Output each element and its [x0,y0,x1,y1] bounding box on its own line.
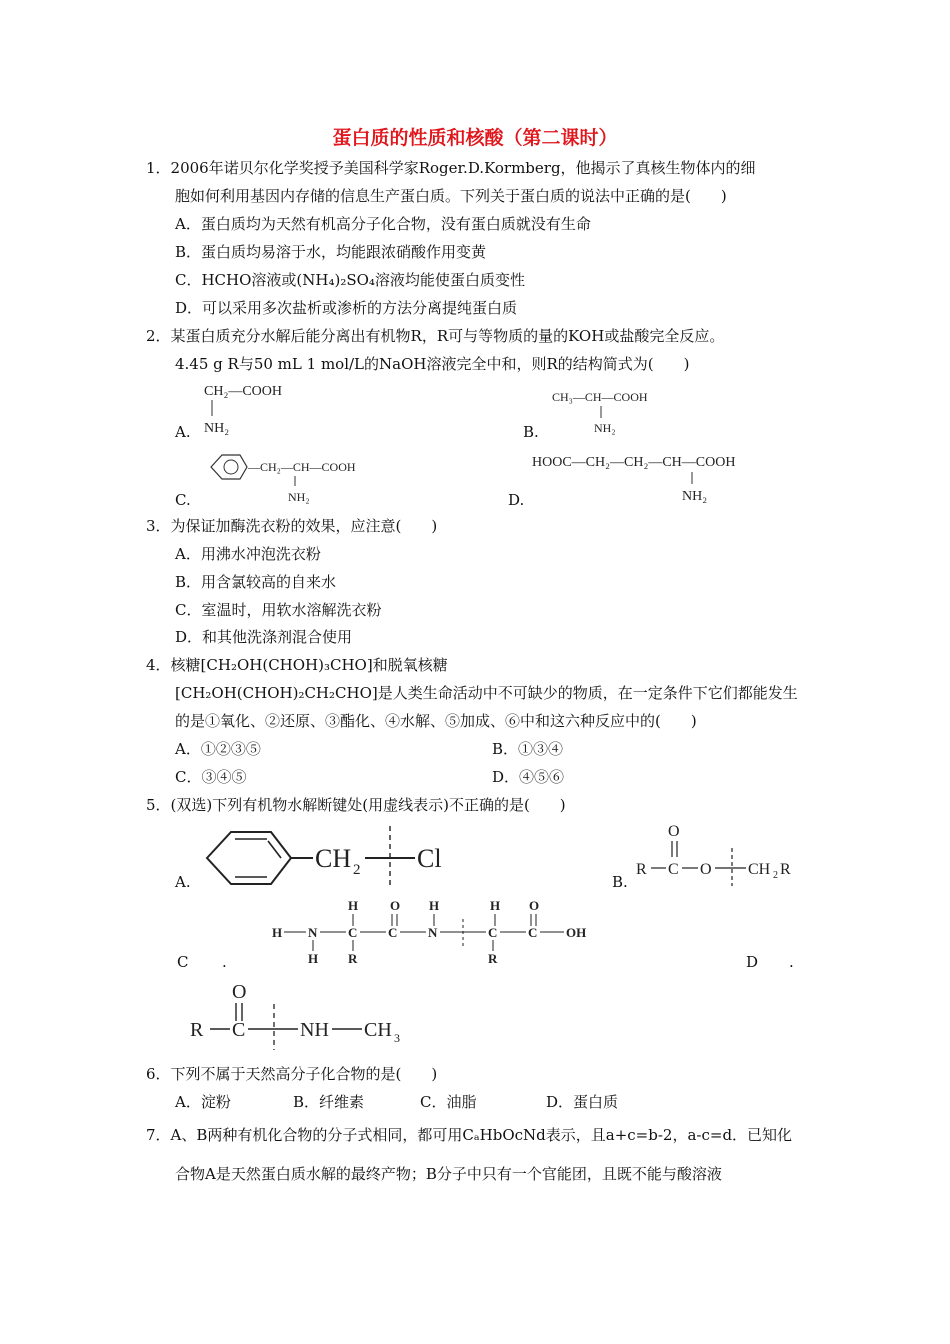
q1-option-c: C．HCHO溶液或(NH₄)₂SO₄溶液均能使蛋白质变性 [175,271,525,289]
svg-text:O: O [668,823,680,840]
benzene-ring-icon [207,832,291,884]
svg-text:NH₂: NH₂ [204,421,230,436]
q4-option-c: C．③④⑤ [175,768,247,786]
q4-stem-line1: 4．核糖[CH₂OH(CHOH)₃CHO]和脱氧核糖 [146,656,448,674]
q1-option-d: D．可以采用多次盐析或渗析的方法分离提纯蛋白质 [175,299,518,317]
q5-option-a-structure [205,822,455,894]
svg-text:Cl: Cl [417,844,442,873]
q6-option-c: C．油脂 [420,1093,477,1111]
svg-text:CH: CH [364,1019,392,1041]
q2-option-d-label: D. [508,491,525,509]
svg-text:O: O [390,898,401,913]
q5-option-d-dot: . [789,953,794,971]
svg-text:NH₂: NH₂ [594,421,616,435]
svg-text:2: 2 [353,862,361,878]
q5-option-d-structure [186,978,416,1050]
q1-option-a: A．蛋白质均为天然有机高分子化合物，没有蛋白质就没有生命 [175,215,591,233]
q4-stem-line2: [CH₂OH(CHOH)₂CH₂CHO]是人类生命活动中不可缺少的物质，在一定条件下它们都能发生 [175,684,798,702]
q6-option-b: B．纤维素 [293,1093,365,1111]
svg-text:C: C [348,925,358,940]
q2-option-b-structure [550,386,680,438]
q2-stem-line1: 2．某蛋白质充分水解后能分离出有机物R，R可与等物质的量的KOH或盐酸完全反应。 [146,327,725,345]
q2-stem-line2: 4.45 g R与50 mL 1 mol/L的NaOH溶液完全中和，则R的结构简式为( ) [175,355,690,373]
q2-option-c-label: C. [175,491,191,509]
svg-text:CH₃—CH—COOH: CH₃—CH—COOH [552,390,648,404]
q5-option-c-structure [268,895,608,970]
svg-text:O: O [529,898,540,913]
q3-stem: 3．为保证加酶洗衣粉的效果，应注意( ) [146,517,438,535]
svg-text:CH: CH [748,861,771,878]
q7-stem-line2: 合物A是天然蛋白质水解的最终产物；B分子中只有一个官能团，且既不能与酸溶液 [175,1165,722,1183]
q4-option-a: A．①②③⑤ [175,740,261,758]
q1-stem-line2: 胞如何利用基因内存储的信息生产蛋白质。下列关于蛋白质的说法中正确的是( ) [175,187,727,205]
svg-text:NH: NH [300,1019,329,1041]
q2-option-d-structure [530,448,770,506]
q2-option-a-structure [200,378,310,438]
svg-text:H: H [490,898,501,913]
svg-text:H: H [429,898,440,913]
svg-text:H: H [308,951,319,966]
svg-text:H: H [272,925,283,940]
q5-option-a-label: A. [175,873,191,891]
q5-stem: 5．(双选)下列有机物水解断键处(用虚线表示)不正确的是( ) [146,796,566,814]
q3-option-c: C．室温时，用软水溶解洗衣粉 [175,601,382,619]
svg-text:NH₂: NH₂ [682,489,708,504]
svg-text:N: N [428,925,438,940]
svg-text:2: 2 [773,870,778,881]
svg-text:O: O [232,981,247,1003]
q7-stem-line1: 7．A、B两种有机化合物的分子式相同，都可用CₐHbOcNd表示，且a+c=b-2，a-c=d．已知化 [146,1126,793,1144]
svg-text:C: C [388,925,398,940]
q6-stem: 6．下列不属于天然高分子化合物的是( ) [146,1065,438,1083]
svg-text:N: N [308,925,318,940]
q2-option-a-label: A. [175,423,191,441]
q6-option-d: D．蛋白质 [546,1093,619,1111]
q5-option-d-label: D [746,953,759,971]
svg-text:R: R [190,1019,204,1041]
q5-option-c-dot: . [222,953,227,971]
q5-option-c-label: C [177,953,189,971]
svg-text:NH₂: NH₂ [288,490,310,504]
page-title: 蛋白质的性质和核酸（第二课时） [332,127,618,149]
svg-text:CH: CH [315,844,352,873]
svg-text:OH: OH [566,925,587,940]
svg-text:C: C [528,925,538,940]
q6-option-a: A．淀粉 [175,1093,231,1111]
q3-option-a: A．用沸水冲泡洗衣粉 [175,545,321,563]
q4-option-b: B．①③④ [492,740,564,758]
q4-option-d: D．④⑤⑥ [492,768,565,786]
svg-text:C: C [232,1019,246,1041]
svg-text:HOOC—CH₂—CH₂—CH—COOH: HOOC—CH₂—CH₂—CH—COOH [532,455,736,470]
q3-option-d: D．和其他洗涤剂混合使用 [175,628,353,646]
q5-option-b-label: B. [612,873,628,891]
q1-stem-line1: 1．2006年诺贝尔化学奖授予美国科学家Roger.D.Kormberg，他揭示了真核生物体内的细 [146,159,756,177]
svg-text:R: R [636,861,647,878]
svg-text:O: O [700,861,712,878]
benzene-ring-icon [211,455,247,479]
svg-text:R: R [780,861,791,878]
svg-text:3: 3 [394,1031,400,1045]
svg-text:R: R [488,951,498,966]
q2-option-c-structure [200,448,370,508]
svg-text:R: R [348,951,358,966]
q3-option-b: B．用含氯较高的自来水 [175,573,337,591]
svg-text:—CH₂—CH—COOH: —CH₂—CH—COOH [248,460,356,474]
svg-text:CH₂—COOH: CH₂—COOH [204,384,282,399]
svg-text:C: C [668,861,679,878]
q5-option-b-structure [632,820,802,888]
q4-stem-line3: 的是①氧化、②还原、③酯化、④水解、⑤加成、⑥中和这六种反应中的( ) [175,712,697,730]
svg-text:H: H [348,898,359,913]
svg-text:C: C [488,925,498,940]
q2-option-b-label: B. [523,423,539,441]
q1-option-b: B．蛋白质均易溶于水，均能跟浓硝酸作用变黄 [175,243,487,261]
